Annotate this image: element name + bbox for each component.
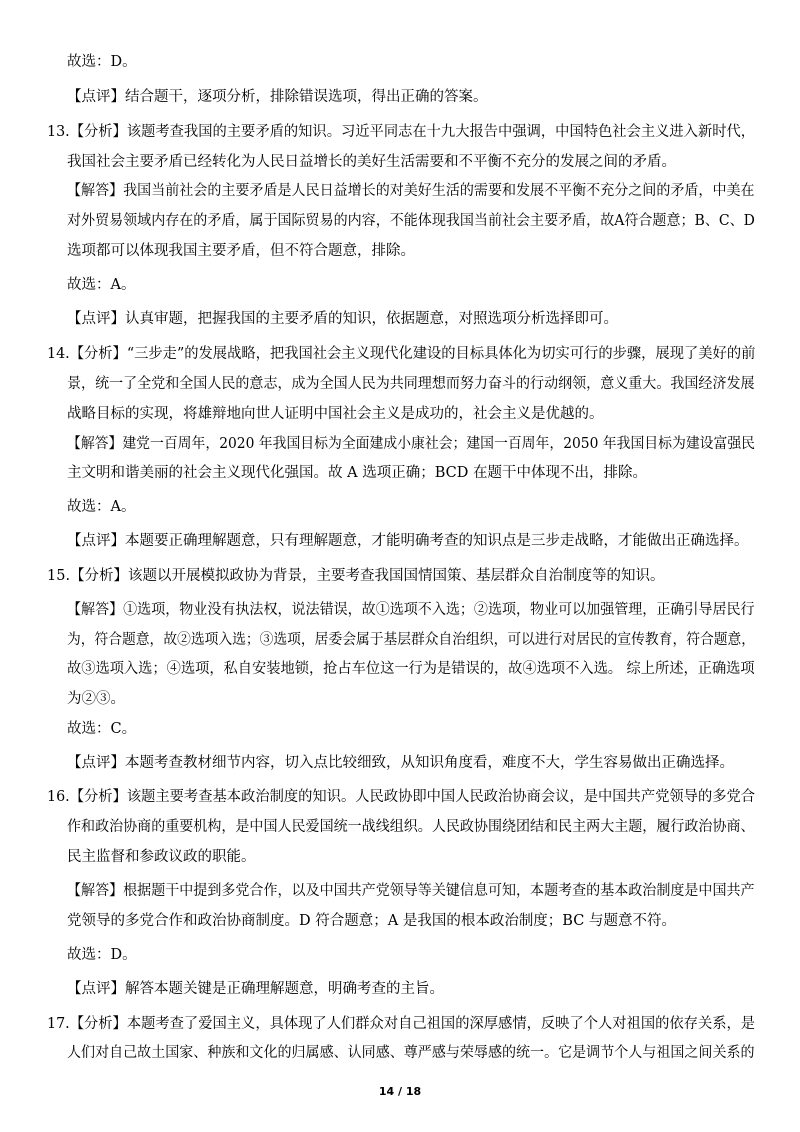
text-line: 【点评】解答本题关键是正确理解题意，明确考查的主旨。 (67, 981, 444, 997)
text-line: 故选：D。 (67, 54, 137, 70)
text-line: 主文明和谐美丽的社会主义现代化强国。故 A 选项正确；BCD 在题干中体现不出，排除。 (67, 465, 647, 481)
text-line: 民主监督和参政议政的职能。 (67, 849, 256, 865)
text-line: 对外贸易领域内存在的矛盾，属于国际贸易的内容，不能体现我国当前社会主要矛盾，故A符合题意；B、C、D (67, 213, 755, 229)
text-line: 人们对自己故土国家、种族和文化的归属感、认同感、尊严感与荣辱感的统一。它是调节个人与祖国之间关系的 (67, 1045, 755, 1061)
text-line: 【解答】①选项，物业没有执法权，说法错误，故①选项不入选；②选项，物业可以加强管理，正确引导居民行 (67, 602, 755, 618)
text-line: 战略目标的实现，将雄辩地向世人证明中国社会主义是成功的，社会主义是优越的。 (67, 406, 604, 422)
text-line: 选项都可以体现我国主要矛盾，但不符合题意，排除。 (67, 243, 415, 259)
text-line: 【点评】本题要正确理解题意，只有理解题意，才能明确考查的知识点是三步走战略，才能做出正确选择。 (67, 533, 749, 549)
text-line: 【解答】我国当前社会的主要矛盾是人民日益增长的对美好生活的需要和发展不平衡不充分之间的矛盾，中美在 (67, 183, 755, 199)
text-line: 故选：A。 (67, 499, 136, 515)
text-line: 作和政治协商的重要机构，是中国人民爱国统一战线组织。人民政协围绕团结和民主两大主题，履行政治协商、 (67, 819, 755, 835)
text-line: 为②③。 (67, 691, 125, 707)
text-line: 【解答】根据题干中提到多党合作，以及中国共产党领导等关键信息可知，本题考查的基本政治制度是中国共产 (67, 883, 755, 899)
text-line: 为，符合题意，故②选项入选；③选项，居委会属于基层群众自治组织，可以进行对居民的宣传教育，符合题意， (67, 632, 756, 648)
text-line: 【点评】认真审题，把握我国的主要矛盾的知识，依据题意，对照选项分析选择即可。 (67, 311, 618, 327)
question-17-analysis: 17.【分析】本题考查了爱国主义，具体现了人们群众对自己祖国的深厚感情，反映了个人对祖国的依存关系，是 (47, 1016, 756, 1032)
text-line: 【解答】建党一百周年，2020 年我国目标为全面建成小康社会；建国一百周年，2050 年我国目标为建设富强民 (67, 436, 756, 452)
question-14-analysis: 14.【分析】“三步走”的发展战略，把我国社会主义现代化建设的目标具体化为切实可行的步骤，展现了美好的前 (47, 346, 756, 362)
page-number: 14 / 18 (378, 1085, 422, 1098)
text-line: 景，统一了全党和全国人民的意志，成为全国人民为共同理想而努力奋斗的行动纲领，意义重大。我国经济发展 (67, 376, 755, 392)
text-line: 【点评】本题考查教材细节内容，切入点比较细致，从知识角度看，难度不大，学生容易做出正确选择。 (67, 755, 734, 771)
question-15-analysis: 15.【分析】该题以开展模拟政协为背景，主要考查我国国情国策、基层群众自治制度等的知识。 (47, 568, 665, 584)
text-line: 我国社会主要矛盾已经转化为人民日益增长的美好生活需要和不平衡不充分的发展之间的矛盾。 (67, 154, 676, 170)
text-line: 故③选项入选；④选项，私自安装地锁，抢占车位这一行为是错误的，故④选项不入选。 综上所述，正确选项 (67, 661, 755, 677)
text-line: 党领导的多党合作和政治协商制度。D 符合题意；A 是我国的根本政治制度；BC 与题意不符。 (67, 913, 676, 929)
text-line: 【点评】结合题干，逐项分析，排除错误选项，得出正确的答案。 (67, 89, 488, 105)
text-line: 故选：A。 (67, 277, 136, 293)
question-13-analysis: 13.【分析】该题考查我国的主要矛盾的知识。习近平同志在十九大报告中强调，中国特色社会主义进入新时代， (47, 124, 756, 140)
question-16-analysis: 16.【分析】该题主要考查基本政治制度的知识。人民政协即中国人民政治协商会议，是中国共产党领导的多党合 (47, 789, 756, 805)
text-line: 故选：D。 (67, 947, 137, 963)
text-line: 故选：C。 (67, 721, 137, 737)
